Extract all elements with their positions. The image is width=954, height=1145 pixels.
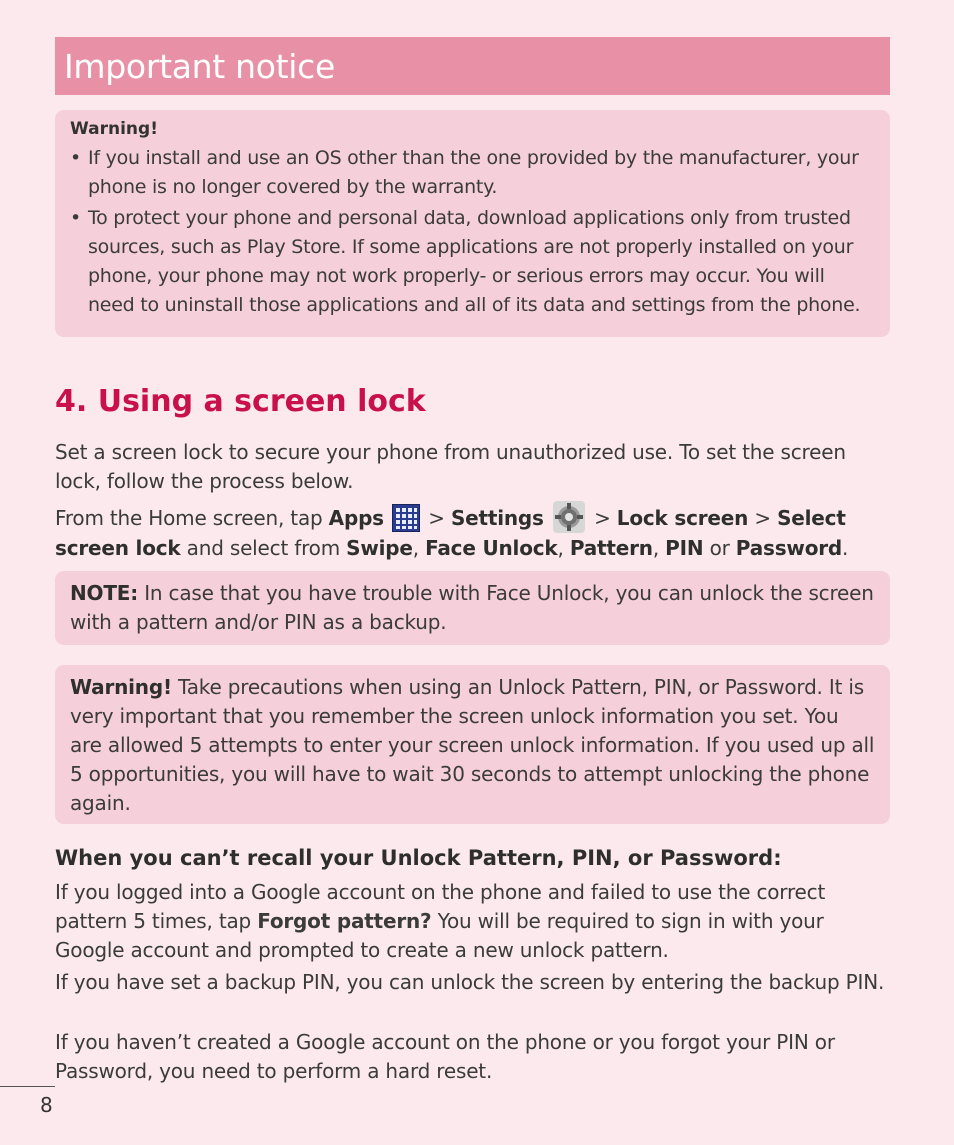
settings-label: Settings (450, 506, 544, 530)
warning2-box (55, 665, 890, 824)
bullet-dot: • (70, 147, 81, 169)
header-banner (55, 37, 890, 95)
recall-paragraph-2: If you have set a backup PIN, you can unlock the screen by entering the backup PIN. (55, 970, 885, 994)
warning-list (70, 144, 875, 320)
steps-text: and select from (180, 536, 347, 560)
section-title: 4. Using a screen lock (55, 384, 426, 419)
forgot-pattern-label: Forgot pattern? (257, 909, 432, 933)
swipe-label: Swipe (346, 536, 413, 560)
steps-text: . (842, 536, 849, 560)
settings-gear-icon (552, 500, 586, 534)
warning2-label: Warning! (70, 675, 172, 699)
bullet-text: To protect your phone and personal data, download applications only from trusted sources, such as Play Store. If some applications are not properly installed on your phone, your phone may not work properly- or serious errors may occur. You will need to uninstall those applications and all of its data and settings from the phone. (88, 207, 861, 316)
recall-paragraph-3: If you haven’t created a Google account on the phone or you forgot your PIN or Password, you need to perform a hard reset. (55, 1030, 835, 1083)
note-box (55, 571, 890, 645)
note-body: In case that you have trouble with Face Unlock, you can unlock the screen with a pattern and/or PIN as a backup. (70, 581, 874, 634)
bullet-dot: • (70, 207, 81, 229)
separator: , (412, 536, 426, 560)
list-item (70, 204, 875, 320)
password-label: Password (735, 536, 843, 560)
separator: , (652, 536, 666, 560)
list-item (70, 144, 875, 202)
footer-rule (0, 1086, 55, 1087)
warning2-body: Take precautions when using an Unlock Pattern, PIN, or Password. It is very important that you remember the screen unlock information you set. You are allowed 5 attempts to enter your screen unlock information. If you used up all 5 opportunities, you will have to wait 30 seconds to attempt unlocking the phone again. (70, 675, 875, 815)
intro-paragraph: Set a screen lock to secure your phone from unauthorized use. To set the screen lock, follow the process below. (55, 440, 846, 493)
face-unlock-label: Face Unlock (425, 536, 558, 560)
pin-label: PIN (665, 536, 704, 560)
recall-heading: When you can’t recall your Unlock Pattern, PIN, or Password: (55, 846, 782, 870)
apps-label: Apps (328, 506, 384, 530)
separator: , (557, 536, 570, 560)
pattern-label: Pattern (569, 536, 653, 560)
page-number: 8 (40, 1093, 53, 1117)
warning2-text (70, 673, 875, 818)
separator: > (422, 506, 451, 530)
note-label: NOTE: (70, 581, 139, 605)
steps-text: From the Home screen, tap (55, 506, 329, 530)
steps-paragraph (55, 500, 885, 563)
warning-box (55, 110, 890, 337)
separator: > (748, 506, 778, 530)
recall-paragraph-1 (55, 878, 885, 965)
lock-screen-label: Lock screen (616, 506, 749, 530)
separator: > (587, 506, 617, 530)
steps-text: or (703, 536, 736, 560)
bullet-text: If you install and use an OS other than the one provided by the manufacturer, your phone is no longer covered by the warranty. (88, 147, 859, 198)
apps-grid-icon (392, 504, 420, 532)
select-screen-lock-label: Select screen lock (55, 506, 846, 560)
recall-text: If you logged into a Google account on the phone and failed to use the correct pattern 5 times, tap (55, 880, 826, 933)
warning-title: Warning! (70, 119, 158, 139)
recall-text: You will be required to sign in with your Google account and prompted to create a new unlock pattern. (55, 909, 824, 962)
note-text (70, 579, 875, 637)
page-title: Important notice (64, 46, 335, 86)
